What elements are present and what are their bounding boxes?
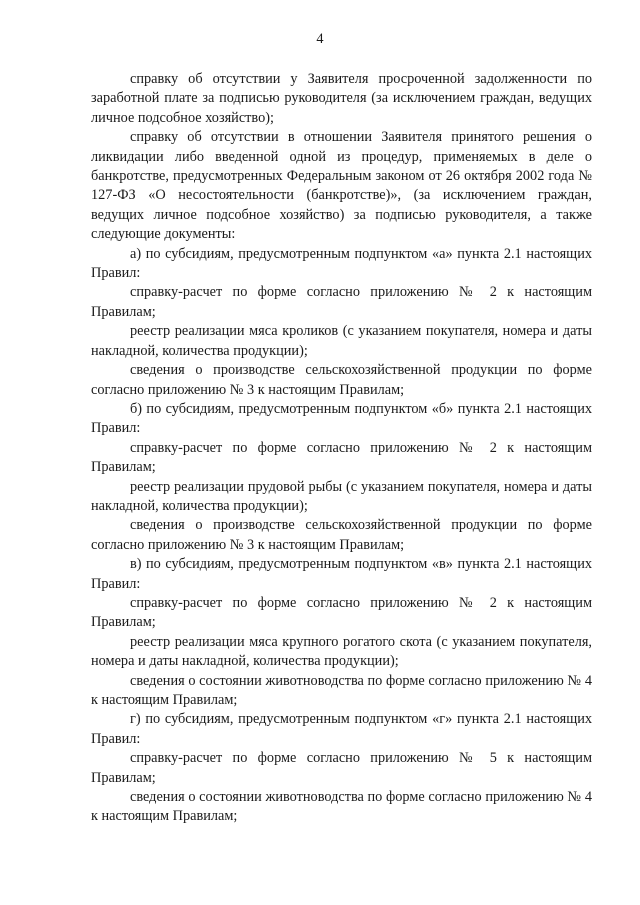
page-number: 4 — [316, 31, 324, 47]
paragraph-b-production: сведения о производстве сельскохозяйственной продукции по форме согласно приложению № 3 к настоящим Правилам; — [91, 517, 592, 553]
paragraph-a-calc: справку-расчет по форме согласно приложению № 2 к настоящим Правилам; — [91, 284, 592, 320]
paragraph-b-calc: справку-расчет по форме согласно приложению № 2 к настоящим Правилам; — [91, 439, 592, 476]
paragraph-g-calc: справку-расчет по форме согласно приложению № 5 к настоящим Правилам; — [91, 750, 592, 786]
paragraph-a-production: сведения о производстве сельскохозяйственной продукции по форме согласно приложению № 3 к настоящим Правилам; — [91, 362, 592, 398]
paragraph-bankruptcy: справку об отсутствии в отношении Заявителя принятого решения о ликвидации либо введенной одной из процедур, применяемых в деле о банкротстве, предусмотренных Федеральным законом от 26 октября 2002 года № 127-ФЗ «О несостоятельности (банкротстве)», (за исключением граждан, ведущих личное подсобное хозяйство) за подписью руководителя, а также следующие документы: — [91, 129, 592, 243]
paragraph-v-livestock: сведения о состоянии животноводства по форме согласно приложению № 4 к настоящим Правилам; — [91, 672, 592, 708]
paragraph-v-registry: реестр реализации мяса крупного рогатого скота (с указанием покупателя, номера и даты накладной, количества продукции); — [91, 633, 592, 670]
paragraph-g-livestock: сведения о состоянии животноводства по форме согласно приложению № 4 к настоящим Правилам; — [91, 789, 592, 825]
paragraph-b-registry: реестр реализации прудовой рыбы (с указанием покупателя, номера и даты накладной, количества продукции); — [91, 478, 592, 514]
paragraph-subsidy-g: г) по субсидиям, предусмотренным подпунктом «г» пункта 2.1 настоящих Правил: — [91, 711, 592, 747]
paragraph-v-calc: справку-расчет по форме согласно приложению № 2 к настоящим Правилам; — [91, 594, 592, 631]
paragraph-subsidy-v: в) по субсидиям, предусмотренным подпунктом «в» пункта 2.1 настоящих Правил: — [91, 556, 592, 592]
paragraph-wage-arrears: справку об отсутствии у Заявителя просроченной задолженности по заработной плате за подписью руководителя (за исключением граждан, ведущих личное подсобное хозяйство); — [91, 71, 592, 126]
document-body — [91, 70, 592, 827]
paragraph-a-registry: реестр реализации мяса кроликов (с указанием покупателя, номера и даты накладной, количества продукции); — [91, 323, 592, 359]
paragraph-subsidy-b: б) по субсидиям, предусмотренным подпунктом «б» пункта 2.1 настоящих Правил: — [91, 400, 592, 437]
paragraph-subsidy-a: а) по субсидиям, предусмотренным подпунктом «а» пункта 2.1 настоящих Правил: — [91, 245, 592, 282]
